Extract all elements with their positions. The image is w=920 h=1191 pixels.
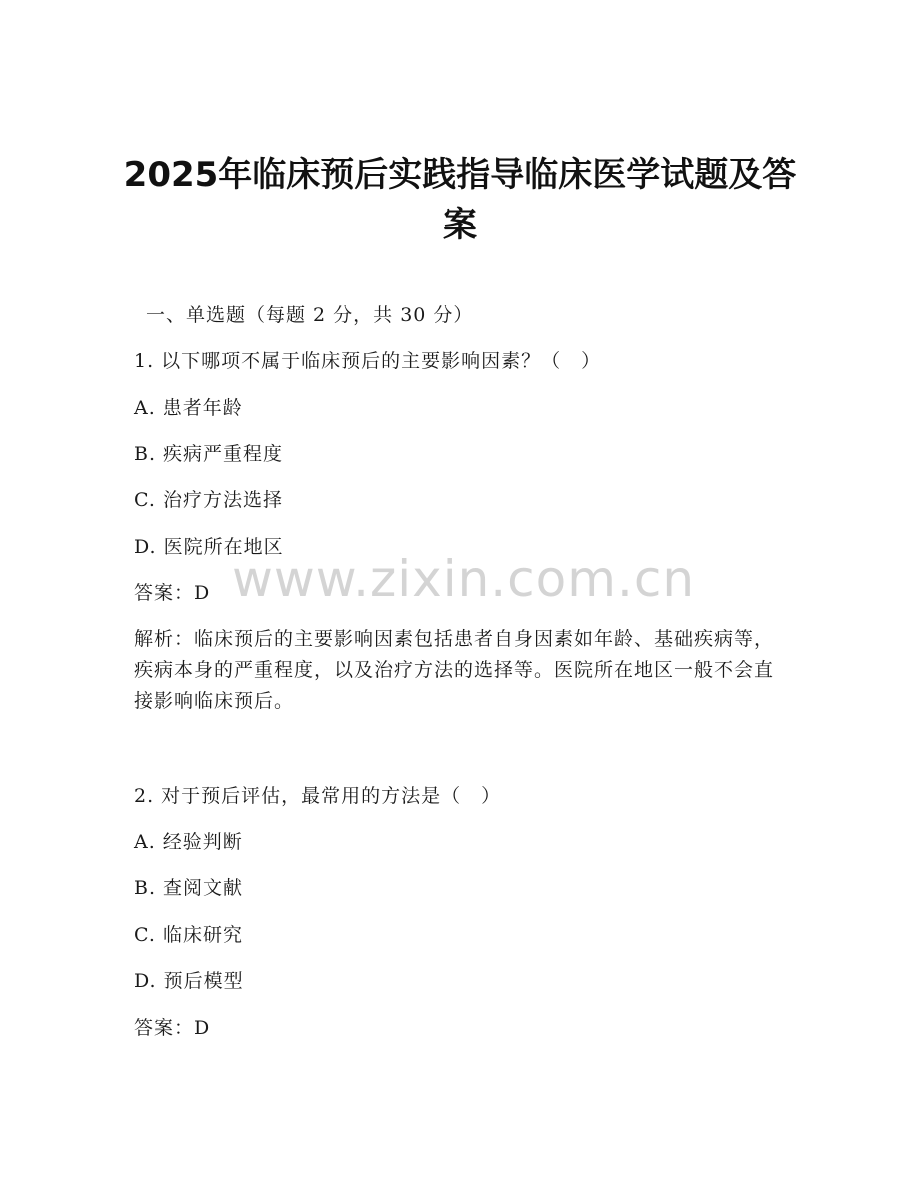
question-1-option-c: C. 治疗方法选择 — [134, 489, 283, 511]
question-2-option-b: B. 查阅文献 — [134, 877, 244, 899]
watermark: www.zixin.com.cn — [232, 550, 696, 608]
question-2-option-a: A. 经验判断 — [134, 831, 243, 853]
question-1-stem: 1. 以下哪项不属于临床预后的主要影响因素？（ ） — [134, 350, 602, 372]
question-2-option-c: C. 临床研究 — [134, 924, 243, 946]
section-header: 一、单选题（每题 2 分，共 30 分） — [146, 304, 474, 326]
question-2-stem: 2. 对于预后评估，最常用的方法是（ ） — [134, 785, 502, 807]
question-1-analysis: 解析：临床预后的主要影响因素包括患者自身因素如年龄、基础疾病等，疾病本身的严重程度，以及治疗方法的选择等。医院所在地区一般不会直接影响临床预后。 — [134, 628, 775, 712]
question-2-answer: 答案：D — [134, 1017, 211, 1039]
question-1-option-b: B. 疾病严重程度 — [134, 443, 284, 465]
question-1-answer: 答案：D — [134, 582, 211, 604]
document-title: 2025年临床预后实践指导临床医学试题及答案 — [123, 155, 797, 245]
question-2-option-d: D. 预后模型 — [134, 970, 244, 992]
question-1-option-d: D. 医院所在地区 — [134, 536, 284, 558]
question-1-option-a: A. 患者年龄 — [134, 397, 243, 419]
